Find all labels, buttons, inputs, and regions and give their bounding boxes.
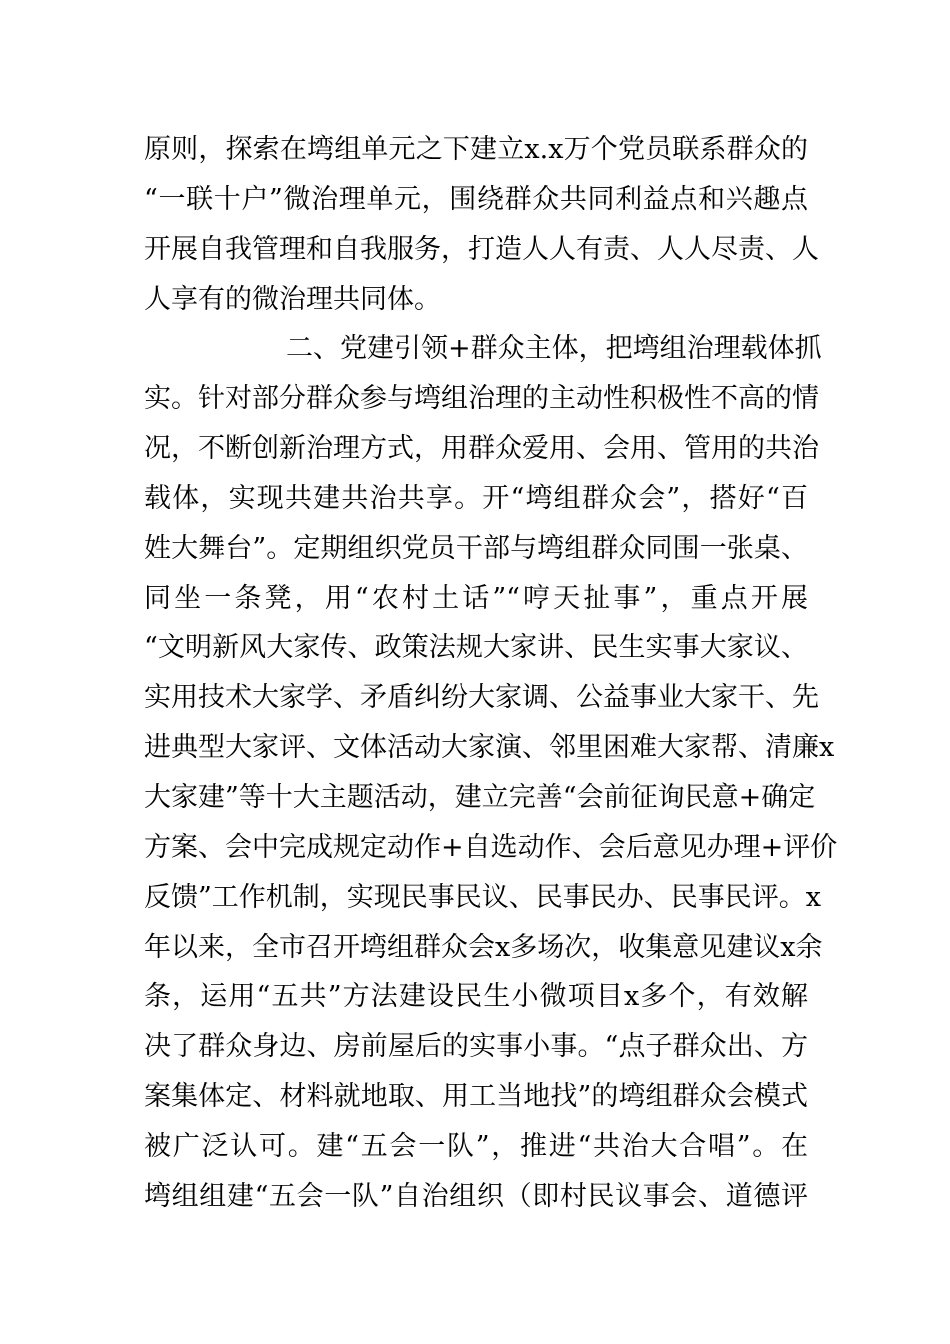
text-line: 实用技术大家学、矛盾纠纷大家调、公益事业大家干、先	[144, 682, 819, 714]
text-line: 开展自我管理和自我服务，打造人人有责、人人尽责、人	[144, 233, 819, 265]
text-line: “文明新风大家传、政策法规大家讲、民生实事大家议、	[144, 632, 808, 664]
text-line: 况，不断创新治理方式，用群众爱用、会用、管用的共治	[144, 433, 819, 465]
text-line: 塆组组建“五会一队”自治组织（即村民议事会、道德评	[144, 1180, 808, 1212]
text-line: 条，运用“五共”方法建设民生小微项目x多个，有效解	[144, 981, 808, 1013]
text-line: 实。针对部分群众参与塆组治理的主动性积极性不高的情	[144, 383, 819, 415]
body-text	[144, 125, 838, 1222]
section-heading-line: 二、党建引领+群众主体，把塆组治理载体抓	[286, 333, 822, 365]
text-line: 方案、会中完成规定动作+自选动作、会后意见办理+评价	[144, 831, 838, 863]
text-line: 反馈”工作机制，实现民事民议、民事民办、民事民评。x	[144, 881, 822, 913]
text-line: 人享有的微治理共同体。	[144, 283, 441, 315]
text-line: 同坐一条凳，用“农村土话”“哼天扯事”，重点开展	[144, 582, 808, 614]
text-line: 进典型大家评、文体活动大家演、邻里困难大家帮、清廉x	[144, 732, 835, 764]
text-line: 载体，实现共建共治共享。开“塆组群众会”，搭好“百	[144, 482, 808, 514]
text-line: 姓大舞台”。定期组织党员干部与塆组群众同围一张桌、	[144, 532, 808, 564]
text-line: 案集体定、材料就地取、用工当地找”的塆组群众会模式	[144, 1081, 808, 1113]
text-line: 大家建”等十大主题活动，建立完善“会前征询民意+确定	[144, 781, 816, 813]
text-line: 原则，探索在塆组单元之下建立x.x万个党员联系群众的	[144, 134, 808, 165]
text-line: “一联十户”微治理单元，围绕群众共同利益点和兴趣点	[144, 183, 808, 215]
text-line: 被广泛认可。建“五会一队”，推进“共治大合唱”。在	[144, 1130, 808, 1162]
text-line: 年以来，全市召开塆组群众会x多场次，收集意见建议x余	[144, 931, 823, 963]
text-line: 决了群众身边、房前屋后的实事小事。“点子群众出、方	[144, 1031, 808, 1063]
